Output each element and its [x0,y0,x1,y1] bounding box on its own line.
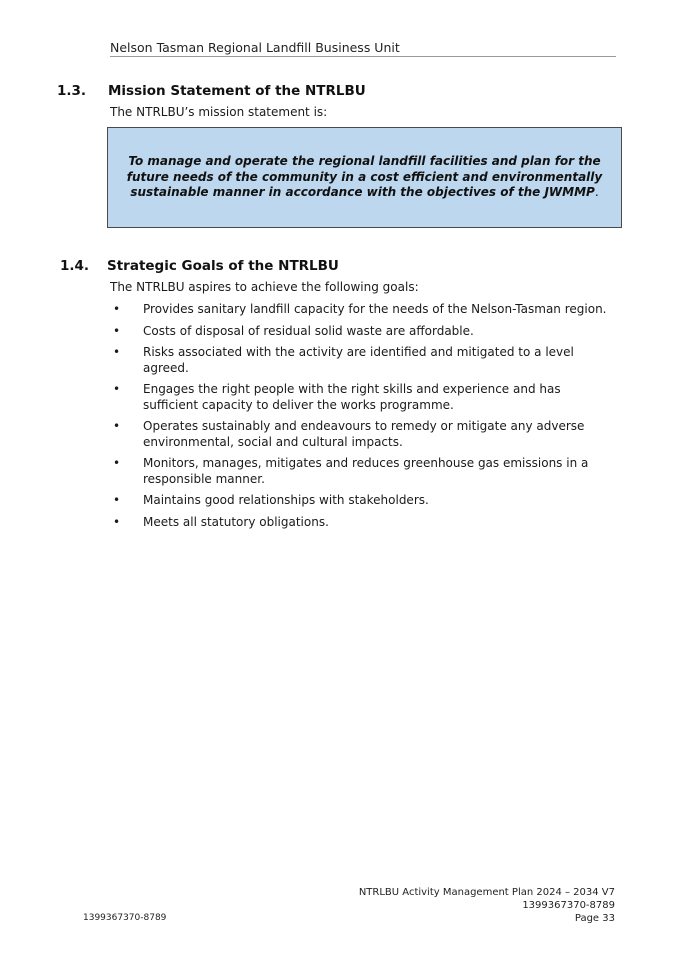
section-title: Mission Statement of the NTRLBU [108,83,366,99]
bullet-icon: • [113,493,121,507]
mission-intro: The NTRLBU’s mission statement is: [110,105,328,119]
goals-list [110,302,610,536]
goal-text: Risks associated with the activity are identified and mitigated to a level agreed. [143,345,574,375]
list-item [110,324,610,340]
section-number: 1.3. [57,83,87,99]
list-item [110,515,610,531]
mission-statement-box [107,127,622,228]
goal-text: Provides sanitary landfill capacity for the needs of the Nelson-Tasman region. [143,302,607,316]
list-item [110,302,610,318]
running-header: Nelson Tasman Regional Landfill Business Unit [110,40,400,55]
page-number: Page 33 [574,913,615,924]
list-item [110,382,610,413]
bullet-icon: • [113,302,121,316]
goal-text: Maintains good relationships with stakeholders. [143,493,429,507]
mission-statement-period: . [594,185,599,199]
mission-statement-text: To manage and operate the regional landfill facilities and plan for the future needs of the community in a cost efficient and environmentally sustainable manner in accordance with the objectives of the JWMMP [126,154,603,199]
header-rule [110,56,616,57]
mission-statement [114,154,615,201]
bullet-icon: • [113,514,121,529]
goal-text: Meets all statutory obligations. [143,514,329,529]
goals-intro: The NTRLBU aspires to achieve the following goals: [110,280,419,294]
bullet-icon: • [113,382,121,396]
list-item [110,493,610,509]
bullet-icon: • [113,456,121,470]
list-item [110,456,610,487]
goal-text: Operates sustainably and endeavours to remedy or mitigate any adverse environmental, social and cultural impacts. [143,419,585,449]
goal-text: Engages the right people with the right skills and experience and has sufficient capacity to deliver the works programme. [143,382,561,412]
bullet-icon: • [113,419,121,433]
section-number: 1.4. [60,258,90,274]
footer-plan-title: NTRLBU Activity Management Plan 2024 – 2034 V7 [358,887,615,898]
page-footer [359,886,615,925]
bullet-icon: • [113,345,121,359]
goal-text: Costs of disposal of residual solid waste are affordable. [143,323,474,338]
goal-text: Monitors, manages, mitigates and reduces greenhouse gas emissions in a responsible manner. [143,456,589,486]
footer-left-doc-id: 1399367370-8789 [83,913,167,923]
footer-doc-id: 1399367370-8789 [522,900,615,911]
list-item [110,345,610,376]
section-title: Strategic Goals of the NTRLBU [107,258,339,274]
bullet-icon: • [113,323,121,338]
list-item [110,419,610,450]
